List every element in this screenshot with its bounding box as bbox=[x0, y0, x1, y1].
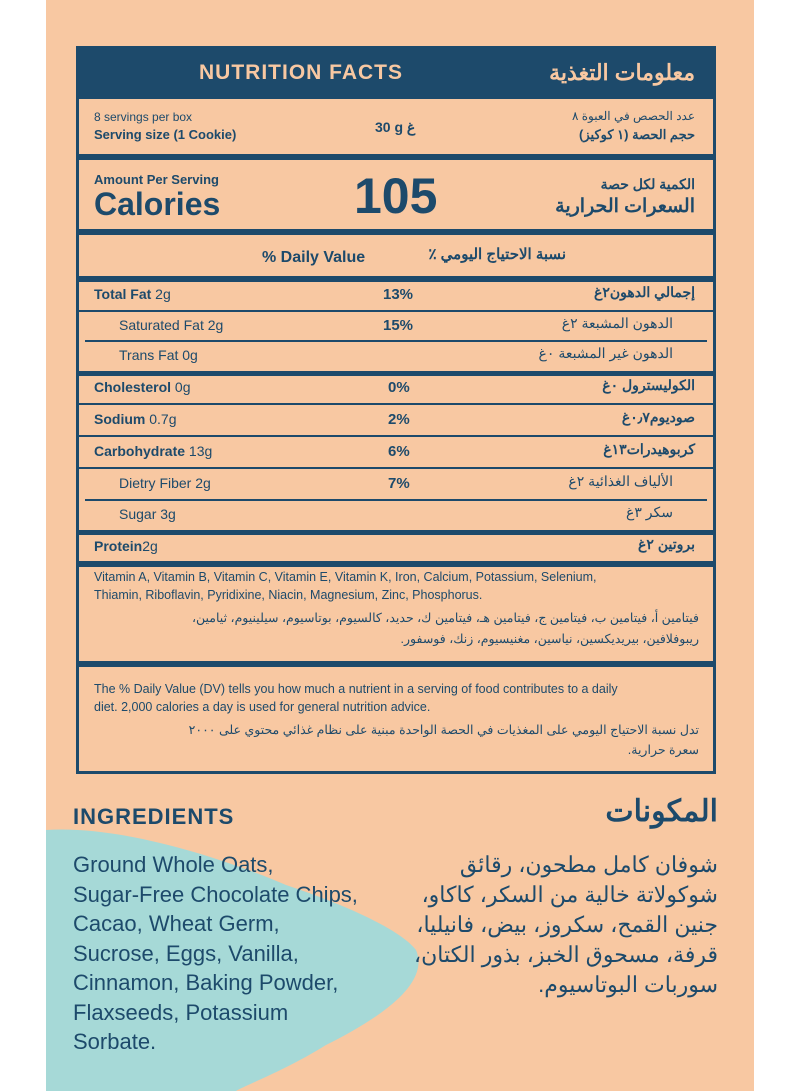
nutrient-carbohydrate-ar: كربوهيدرات١٣غ bbox=[603, 441, 695, 457]
calories-label-ar: السعرات الحرارية bbox=[555, 196, 695, 217]
ingredient-line-en: Ground Whole Oats, bbox=[73, 852, 274, 877]
ingredient-line-en: Sorbate. bbox=[73, 1029, 157, 1054]
nutrient-amount: 0g bbox=[171, 379, 191, 395]
nutrition-title-ar: معلومات التغذية bbox=[549, 60, 695, 85]
servings-per-box-en: 8 servings per box bbox=[94, 110, 193, 124]
daily-value-header-en: % Daily Value bbox=[262, 249, 366, 266]
nutrient-protein bbox=[94, 538, 158, 554]
amount-per-serving-ar: الكمية لكل حصة bbox=[600, 176, 695, 192]
nutrient-dietary-fiber: Dietry Fiber 2g bbox=[119, 475, 211, 491]
divider-thick bbox=[79, 561, 713, 567]
ingredients-title-ar: المكونات bbox=[605, 795, 718, 828]
calories-value: 105 bbox=[354, 168, 438, 224]
nutrient-name: Sodium bbox=[94, 411, 146, 427]
amount-per-serving-en: Amount Per Serving bbox=[94, 172, 219, 187]
ingredient-line-en: Cacao, Wheat Germ, bbox=[73, 911, 280, 936]
nutrient-trans-fat: Trans Fat 0g bbox=[119, 347, 198, 363]
serving-size-en: Serving size (1 Cookie) bbox=[94, 127, 237, 142]
calories-label-en: Calories bbox=[94, 186, 221, 222]
nutrient-trans-fat-ar: الدهون غير المشبعة ٠غ bbox=[538, 345, 673, 361]
nutrient-amount: 2g bbox=[151, 286, 171, 302]
ingredient-line-ar: جنين القمح، سكروز، بيض، فانيليا، bbox=[416, 912, 718, 937]
footnote-en-line1: The % Daily Value (DV) tells you how much a nutrient in a serving of food contributes to a daily bbox=[94, 682, 618, 696]
nutrition-facts-label bbox=[76, 46, 716, 774]
nutrient-total-fat bbox=[94, 286, 171, 302]
divider-thick bbox=[79, 661, 713, 667]
row-divider bbox=[79, 403, 713, 405]
nutrient-sugar: Sugar 3g bbox=[119, 506, 176, 522]
nutrient-name: Cholesterol bbox=[94, 379, 172, 395]
dv-total-fat: 13% bbox=[383, 286, 414, 303]
nutrient-sodium bbox=[94, 411, 176, 427]
nutrient-dietary-fiber-ar: الألياف الغذائية ٢غ bbox=[568, 473, 673, 489]
footnote-ar-line2: سعرة حرارية. bbox=[627, 743, 699, 757]
dv-sodium: 2% bbox=[388, 411, 410, 428]
nutrient-amount: 0.7g bbox=[145, 411, 177, 427]
ingredient-line-ar: سوربات البوتاسيوم. bbox=[538, 972, 718, 997]
nutrient-name: Total Fat bbox=[94, 286, 152, 302]
ingredient-line-en: Sugar-Free Chocolate Chips, bbox=[73, 881, 358, 907]
footnote-ar-line1: تدل نسبة الاحتياج اليومي على المغذيات في الحصة الواحدة مبنية على نظام غذائي محتوي على ٢٠٠٠ bbox=[188, 723, 699, 737]
ingredient-line-en: Sucrose, Eggs, Vanilla, bbox=[73, 940, 299, 966]
nutrient-sugar-ar: سكر ٣غ bbox=[626, 504, 673, 520]
nutrient-cholesterol bbox=[94, 379, 190, 395]
divider-medium bbox=[79, 530, 713, 535]
divider-thick bbox=[79, 276, 713, 282]
dv-carbohydrate: 6% bbox=[388, 443, 410, 460]
divider-thick bbox=[79, 154, 713, 160]
daily-value-header-ar: نسبة الاحتياج اليومي ٪ bbox=[428, 246, 566, 263]
divider-medium bbox=[79, 371, 713, 376]
row-divider bbox=[79, 435, 713, 437]
ingredients-list-ar bbox=[338, 850, 718, 1000]
ingredient-line-en: Cinnamon, Baking Powder, bbox=[73, 970, 339, 995]
ingredients-list-en bbox=[73, 850, 358, 1057]
vitamins-ar-line1: فيتامين أ، فيتامين ب، فيتامين ج، فيتامين هـ، فيتامين ك، حديد، كالسيوم، بوتاسيوم، سيلينيوم، ثيامين، bbox=[191, 611, 699, 625]
nutrient-saturated-fat: Saturated Fat 2g bbox=[119, 317, 224, 333]
nutrient-protein-ar: بروتين ٢غ bbox=[638, 536, 695, 552]
nutrient-carbohydrate bbox=[94, 443, 212, 459]
nutrient-amount: 13g bbox=[185, 443, 213, 459]
vitamins-en-line2: Thiamin, Riboflavin, Pyridixine, Niacin, Magnesium, Zinc, Phosphorus. bbox=[94, 588, 483, 602]
dv-dietary-fiber: 7% bbox=[388, 475, 410, 492]
row-divider bbox=[79, 310, 713, 312]
ingredient-line-ar: شوكولاتة خالية من السكر، كاكاو، bbox=[421, 882, 718, 907]
footnote-en-line2: diet. 2,000 calories a day is used for general nutrition advice. bbox=[94, 700, 431, 714]
nutrition-header bbox=[79, 49, 713, 99]
nutrient-sodium-ar: صوديوم٠٫٧غ bbox=[621, 409, 695, 425]
nutrient-name: Carbohydrate bbox=[94, 443, 186, 459]
nutrient-name: Protein bbox=[94, 538, 143, 554]
nutrient-amount: 2g bbox=[142, 538, 158, 554]
vitamins-ar-line2: ريبوفلافين، بيريديكسين، نياسين، مغنيسيوم، زنك، فوسفور. bbox=[400, 632, 699, 646]
ingredients-title-en: INGREDIENTS bbox=[73, 804, 235, 829]
servings-per-box-ar: عدد الحصص في العبوة ٨ bbox=[571, 109, 695, 123]
nutrient-saturated-fat-ar: الدهون المشبعة ٢غ bbox=[561, 315, 673, 331]
divider-thick bbox=[79, 229, 713, 235]
serving-grams: 30 g غ bbox=[375, 119, 416, 135]
ingredient-line-ar: شوفان كامل مطحون، رقائق bbox=[459, 852, 718, 877]
serving-size-ar: حجم الحصة (١ كوكيز) bbox=[579, 127, 695, 142]
ingredient-line-en: Flaxseeds, Potassium bbox=[73, 999, 289, 1025]
nutrient-cholesterol-ar: الكوليسترول ٠غ bbox=[602, 377, 695, 393]
row-divider-thin bbox=[85, 499, 707, 501]
row-divider bbox=[79, 467, 713, 469]
nutrient-total-fat-ar: إجمالي الدهون٢غ bbox=[593, 284, 695, 300]
dv-saturated-fat: 15% bbox=[383, 317, 414, 334]
ingredient-line-ar: قرفة، مسحوق الخبز، بذور الكتان، bbox=[414, 942, 718, 967]
vitamins-en-line1: Vitamin A, Vitamin B, Vitamin C, Vitamin E, Vitamin K, Iron, Calcium, Potassium, Selenium, bbox=[94, 570, 597, 584]
nutrition-title-en: NUTRITION FACTS bbox=[199, 61, 403, 84]
dv-cholesterol: 0% bbox=[388, 379, 410, 396]
row-divider-thin bbox=[85, 340, 707, 342]
